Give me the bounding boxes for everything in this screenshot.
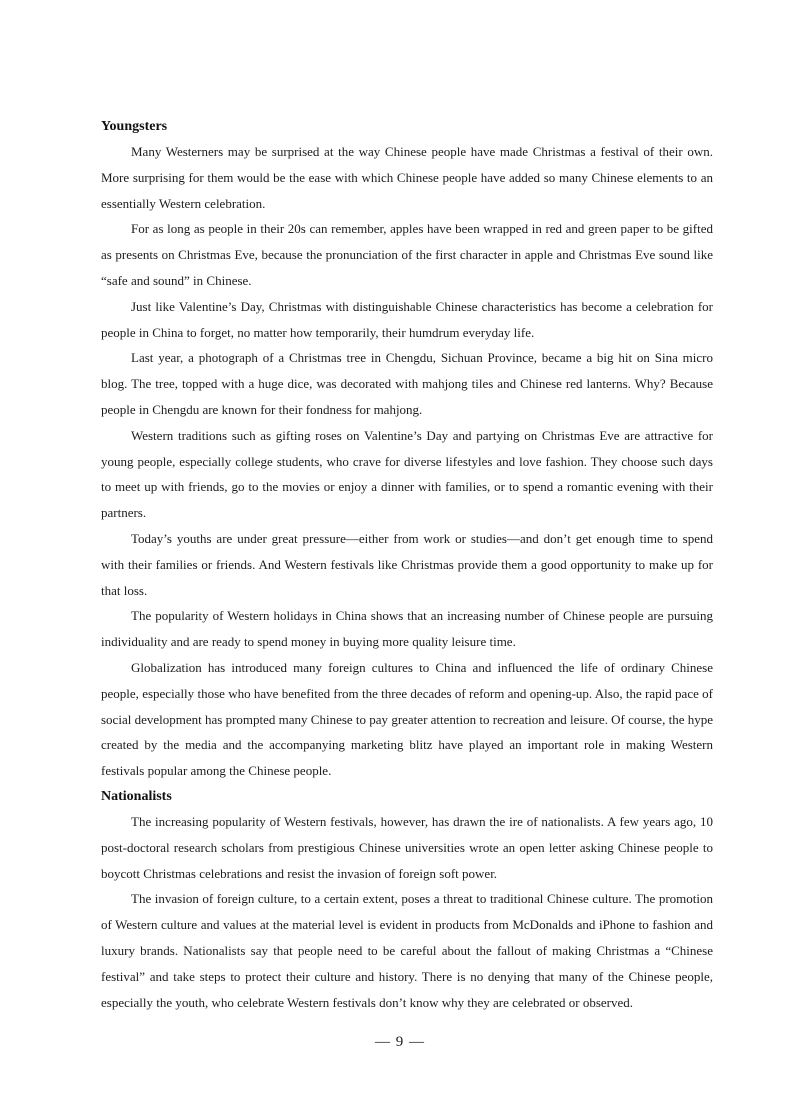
paragraph: For as long as people in their 20s can remember, apples have been wrapped in red and green paper to be gifted as presents on Christmas Eve, because the pronunciation of the first character in apple and Christmas Eve sound like “safe and sound” in Chinese. (101, 221, 713, 288)
page-number: — 9 — (375, 1034, 425, 1050)
section-heading-youngsters: Youngsters (101, 119, 168, 134)
paragraph: Last year, a photograph of a Christmas tree in Chengdu, Sichuan Province, became a big hit on Sina micro blog. The tree, topped with a huge dice, was decorated with mahjong tiles and Chinese red lanterns. Why? Because people in Chengdu are known for their fondness for mahjong. (101, 350, 713, 417)
paragraph: Many Westerners may be surprised at the way Chinese people have made Christmas a festival of their own. More surprising for them would be the ease with which Chinese people have added so many Chinese elements to an essentially Western celebration. (101, 144, 713, 211)
section-heading-nationalists: Nationalists (101, 788, 172, 804)
paragraph: Globalization has introduced many foreign cultures to China and influenced the life of ordinary Chinese people, especially those who have benefited from the three decades of reform and opening-up. Also, the rapid pace of social development has prompted many Chinese to pay greater attention to recreation and leisure. Of course, the hype created by the media and the accompanying marketing blitz have played an important role in making Western festivals popular among the Chinese people. (101, 659, 713, 779)
article-body (101, 114, 713, 1015)
paragraph: The invasion of foreign culture, to a certain extent, poses a threat to traditional Chinese culture. The promotion of Western culture and values at the material level is evident in products from McDonalds and iPhone to fashion and luxury brands. Nationalists say that people need to be careful about the fallout of making Christmas a “Chinese festival” and take steps to protect their culture and history. There is no denying that many of the Chinese people, especially the youth, who celebrate Western festivals don’t know why they are celebrated or observed. (101, 891, 713, 1010)
paragraph: Just like Valentine’s Day, Christmas with distinguishable Chinese characteristics has become a celebration for people in China to forget, no matter how temporarily, their humdrum everyday life. (101, 298, 713, 340)
paragraph: Today’s youths are under great pressure—either from work or studies—and don’t get enough time to spend with their families or friends. And Western festivals like Christmas provide them a good opportunity to make up for that loss. (101, 530, 713, 598)
paragraph: The popularity of Western holidays in China shows that an increasing number of Chinese people are pursuing individuality and are ready to spend money in buying more quality leisure time. (101, 608, 713, 650)
paragraph: Western traditions such as gifting roses on Valentine’s Day and partying on Christmas Eve are attractive for young people, especially college students, who crave for diverse lifestyles and love fashion. They choose such days to meet up with friends, go to the movies or enjoy a dinner with families, or to spend a romantic evening with their partners. (101, 427, 713, 521)
paragraph: The increasing popularity of Western festivals, however, has drawn the ire of nationalists. A few years ago, 10 post-doctoral research scholars from prestigious Chinese universities wrote an open letter asking Chinese people to boycott Christmas celebrations and resist the invasion of foreign soft power. (101, 813, 713, 881)
